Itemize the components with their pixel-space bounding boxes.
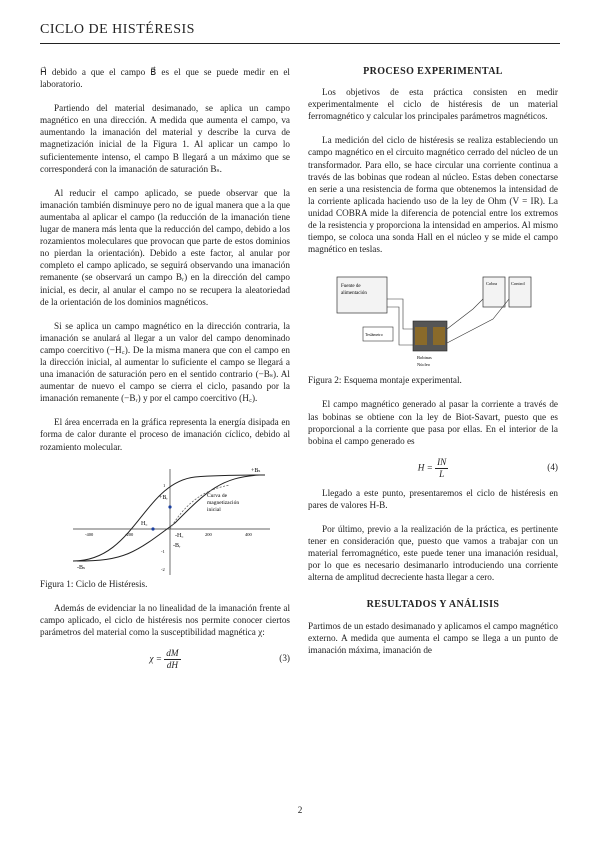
eq4-numerator: IN <box>437 456 447 467</box>
label-coils: Bobinas <box>417 355 432 361</box>
remanence-point <box>168 505 171 508</box>
eq4-lhs: H = <box>417 462 433 473</box>
paragraph-objectives: Los objetivos de esta práctica consisten en medir experimentalmente el ciclo de histéresis de un material ferromagnético y calcular los principales parámetros magnéticos. <box>308 87 558 122</box>
label-curve2: magnetización <box>207 499 240 506</box>
tick-y-minus-2: -2 <box>161 566 165 572</box>
right-column <box>308 66 558 656</box>
paragraph-results: Partimos de un estado desimanado y aplicamos el campo magnético externo. A medida que aumenta el campo se llega a un punto de imanación máxima, imanación de <box>308 620 558 655</box>
paragraph-demagnetization: Por último, previo a la realización de la práctica, es pertinente tener en consideración que, puesto que vamos a trabajar con un material ferromagnético, este puede tener una imanación residual, por lo que es necesario desimanarlo introduciendo una corriente alterna de amplitud decreciente hasta llegar a cero. <box>308 523 558 583</box>
label-bs-pos: +Bₛ <box>251 467 261 474</box>
paragraph-remanence: Al reducir el campo aplicado, se puede observar que la imanación también disminuye pero no de igual manera que a la que aumentaba al aplicar el campo (la reducción de la imanación tiene lugar de manera más lenta que la reducción del campo, debido a los rozamientos moleculares que provocan que parte de estos dominios no pierdan la orientación). Debido a este factor, al anular por completo el campo aplicado, se seguirá observando una imanación remanente (se observará un campo Bᵣ) en la dirección del campo inicial, es decir, al anular el campo no se recupera la aleatoriedad de la orientación de los dominios magnéticos. <box>40 187 290 307</box>
initial-curve <box>170 485 230 529</box>
header-rule <box>40 43 560 44</box>
experimental-setup-diagram <box>333 269 533 374</box>
equation-4 <box>308 455 558 479</box>
label-teslameter: Teslámetro <box>365 332 383 338</box>
paragraph-measurement: La medición del ciclo de histéresis se realiza estableciendo un campo magnético en el circuito magnético cerrado del núcleo de un transformador. Para ello, se hace circular una corriente continua a través de las bobinas que rodean al núcleo. Estas deben conectarse en serie a una resistencia de forma que obtenemos la intensidad de la corriente aplicada haciendo uso de la ley de Ohm (V = IR). La unidad COBRA mide la diferencia de potencial entre los extremos de la resistencia y proporciona la intensidad en amperios. Al mismo tiempo, se coloca una sonda Hall en el núcleo y se mide el campo magnético en teslas. <box>308 135 558 255</box>
label-core: Núcleo <box>417 362 430 368</box>
tick-y-minus-1: -1 <box>161 548 165 554</box>
label-bs-neg: -Bₛ <box>77 564 86 571</box>
eq3-number: (3) <box>279 653 290 663</box>
eq3-fraction <box>164 648 180 671</box>
paragraph-continuation: H⃗ debido a que el campo B⃗ es el que se puede medir en el laboratorio. <box>40 67 290 90</box>
label-curve3: inicial <box>207 506 221 513</box>
label-br-neg: -Bᵣ <box>173 542 181 549</box>
label-source: Fuente de <box>341 284 361 290</box>
upper-branch <box>73 475 265 561</box>
paragraph-energy: El área encerrada en la gráfica representa la energía disipada en forma de calor durante el proceso de imanación cíclico, debido al rozamiento molecular. <box>40 417 290 452</box>
figure-1-caption: Figura 1: Ciclo de Histéresis. <box>40 578 148 589</box>
label-control: Control <box>511 281 525 287</box>
equation-3 <box>40 646 290 670</box>
hysteresis-loop-diagram <box>55 463 275 578</box>
section-proceso-experimental: PROCESO EXPERIMENTAL <box>363 66 503 77</box>
tick-minus-400: -400 <box>85 531 94 537</box>
label-br-pos: +Bᵣ <box>159 494 168 501</box>
figure-2-caption: Figura 2: Esquema montaje experimental. <box>308 375 462 386</box>
label-cobra: Cobra <box>486 281 497 287</box>
tick-400: 400 <box>245 531 252 537</box>
coil-left <box>415 327 427 345</box>
eq4-number: (4) <box>547 461 558 472</box>
paragraph-biot-savart: El campo magnético generado al pasar la corriente a través de las bobinas se obtiene con la ley de Biot-Savart, puesto que es proporcional a la corriente que pasa por ellas. En el interior de la bobina el campo generado es <box>308 399 558 446</box>
paragraph-susceptibility: Además de evidenciar la no linealidad de la imanación frente al campo aplicado, el ciclo de histéresis nos permite conocer ciertos parámetros del material como la susceptibilidad magnética χ: <box>40 602 290 637</box>
label-source2: alimentación <box>341 291 367 297</box>
label-hc: H꜀ <box>141 520 148 527</box>
eq4-fraction <box>435 457 448 480</box>
tick-minus-200: -200 <box>125 531 134 537</box>
paragraph-pairs: Llegado a este punto, presentaremos el ciclo de histéresis en pares de valores H-B. <box>308 487 558 510</box>
coil-right <box>433 327 445 345</box>
coercive-point <box>151 527 154 530</box>
page-number: 2 <box>297 805 303 815</box>
label-hc-neg: -H꜀ <box>175 532 184 539</box>
label-curve: Curva de <box>207 492 228 499</box>
tick-y-1: 1 <box>163 482 166 488</box>
eq4-denominator: L <box>439 468 445 479</box>
section-resultados: RESULTADOS Y ANÁLISIS <box>366 599 500 611</box>
running-header: CICLO DE HISTÉRESIS <box>40 22 195 37</box>
left-column <box>40 66 290 678</box>
eq3-numerator: dM <box>166 648 179 658</box>
figure-1 <box>40 463 290 590</box>
eq3-lhs: χ = <box>149 653 162 664</box>
eq3-denominator: dH <box>166 660 179 670</box>
paragraph-initial-magnetization: Partiendo del material desimanado, se aplica un campo magnético en una dirección. A medida que aumenta el campo, va aumentando la imanación del material y describe la curva de magnetización inicial de la Figura 1. Al aplicar un campo lo suficientemente intenso, el campo B llegará a un máximo que se corresponderá con la imanación de saturación Bₛ. <box>40 103 290 174</box>
paragraph-coercive-field: Si se aplica un campo magnético en la dirección contraria, la imanación se anulará al llegar a un valor del campo denominado campo coercitivo (−H꜀). De la misma manera que con el campo en la dirección inicial, al aumentar lo suficiente el campo se llegará a una imanación de saturación pero en el sentido contrario (−Bₛ). Al aumentar de nuevo el campo se cierra el ciclo, pasando por la imanación remanente (−Bᵣ) y por el campo coercitivo (H꜀). <box>40 320 290 404</box>
tick-200: 200 <box>205 531 212 537</box>
figure-2 <box>308 269 558 386</box>
